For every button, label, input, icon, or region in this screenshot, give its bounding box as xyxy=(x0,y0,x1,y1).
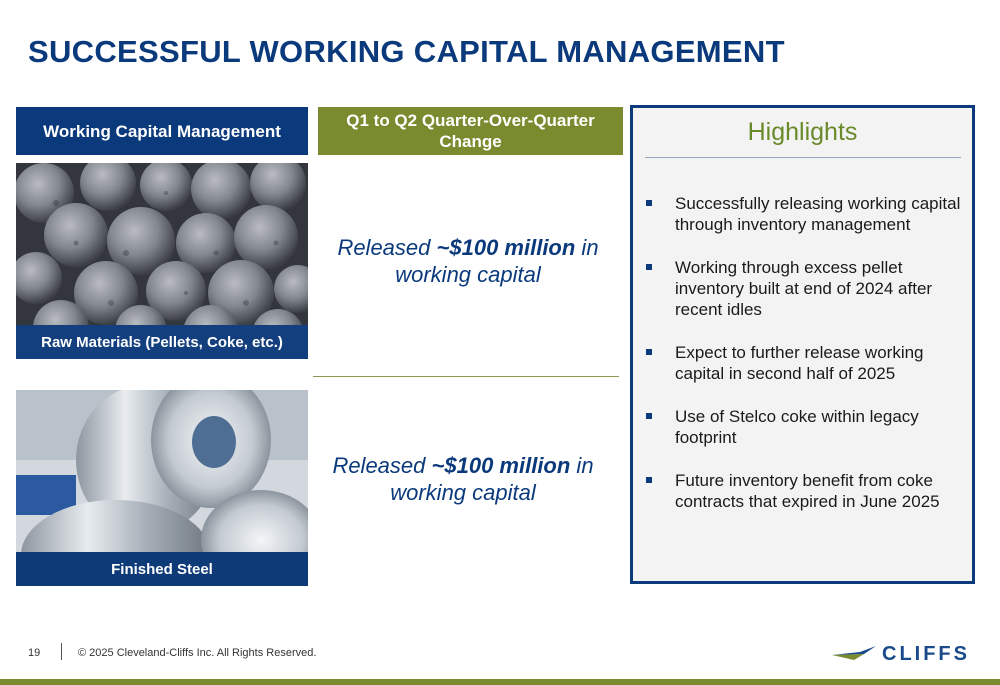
highlights-list xyxy=(643,193,969,534)
highlight-item xyxy=(643,406,969,448)
highlight-item xyxy=(643,470,969,512)
iron-ore-pellets-photo xyxy=(16,163,308,359)
highlights-rule xyxy=(645,157,961,158)
working-capital-header: Working Capital Management xyxy=(16,107,308,155)
quarter-change-header: Q1 to Q2 Quarter-Over-Quarter Change xyxy=(318,107,623,155)
statement-suffix: in working capital xyxy=(395,235,599,287)
copyright-text: © 2025 Cleveland-Cliffs Inc. All Rights Reserved. xyxy=(78,647,317,659)
finished-steel-change-text xyxy=(303,452,623,506)
highlight-text: Expect to further release working capital in second half of 2025 xyxy=(675,343,924,383)
page-number: 19 xyxy=(28,647,41,659)
highlights-title: Highlights xyxy=(747,118,858,146)
highlight-item xyxy=(643,342,969,384)
highlights-panel xyxy=(630,105,975,584)
finished-steel-caption: Finished Steel xyxy=(16,552,308,586)
highlight-text: Future inventory benefit from coke contracts that expired in June 2025 xyxy=(675,471,940,511)
square-bullet-icon xyxy=(646,200,652,206)
highlight-item xyxy=(643,257,969,320)
highlight-item xyxy=(643,193,969,235)
statement-amount: ~$100 million xyxy=(431,453,571,478)
cliffs-logo xyxy=(830,642,972,666)
section-divider xyxy=(313,376,619,377)
raw-materials-caption: Raw Materials (Pellets, Coke, etc.) xyxy=(16,325,308,359)
statement-prefix: Released xyxy=(332,453,432,478)
bottom-accent-bar xyxy=(0,679,1000,685)
highlight-text: Working through excess pellet inventory built at end of 2024 after recent idles xyxy=(675,258,933,319)
square-bullet-icon xyxy=(646,349,652,355)
statement-suffix: in working capital xyxy=(390,453,594,505)
logo-wordmark: CLIFFS xyxy=(882,643,970,665)
slide-title: SUCCESSFUL WORKING CAPITAL MANAGEMENT xyxy=(28,34,785,69)
highlight-text: Successfully releasing working capital through inventory management xyxy=(675,194,961,234)
square-bullet-icon xyxy=(646,477,652,483)
highlight-text: Use of Stelco coke within legacy footprint xyxy=(675,407,919,447)
steel-coils-photo xyxy=(16,390,308,586)
statement-prefix: Released xyxy=(337,235,437,260)
footer-divider xyxy=(61,643,62,660)
statement-amount: ~$100 million xyxy=(436,235,576,260)
square-bullet-icon xyxy=(646,264,652,270)
cliffs-swoosh-icon xyxy=(830,642,878,666)
raw-materials-change-text xyxy=(308,234,628,288)
square-bullet-icon xyxy=(646,413,652,419)
